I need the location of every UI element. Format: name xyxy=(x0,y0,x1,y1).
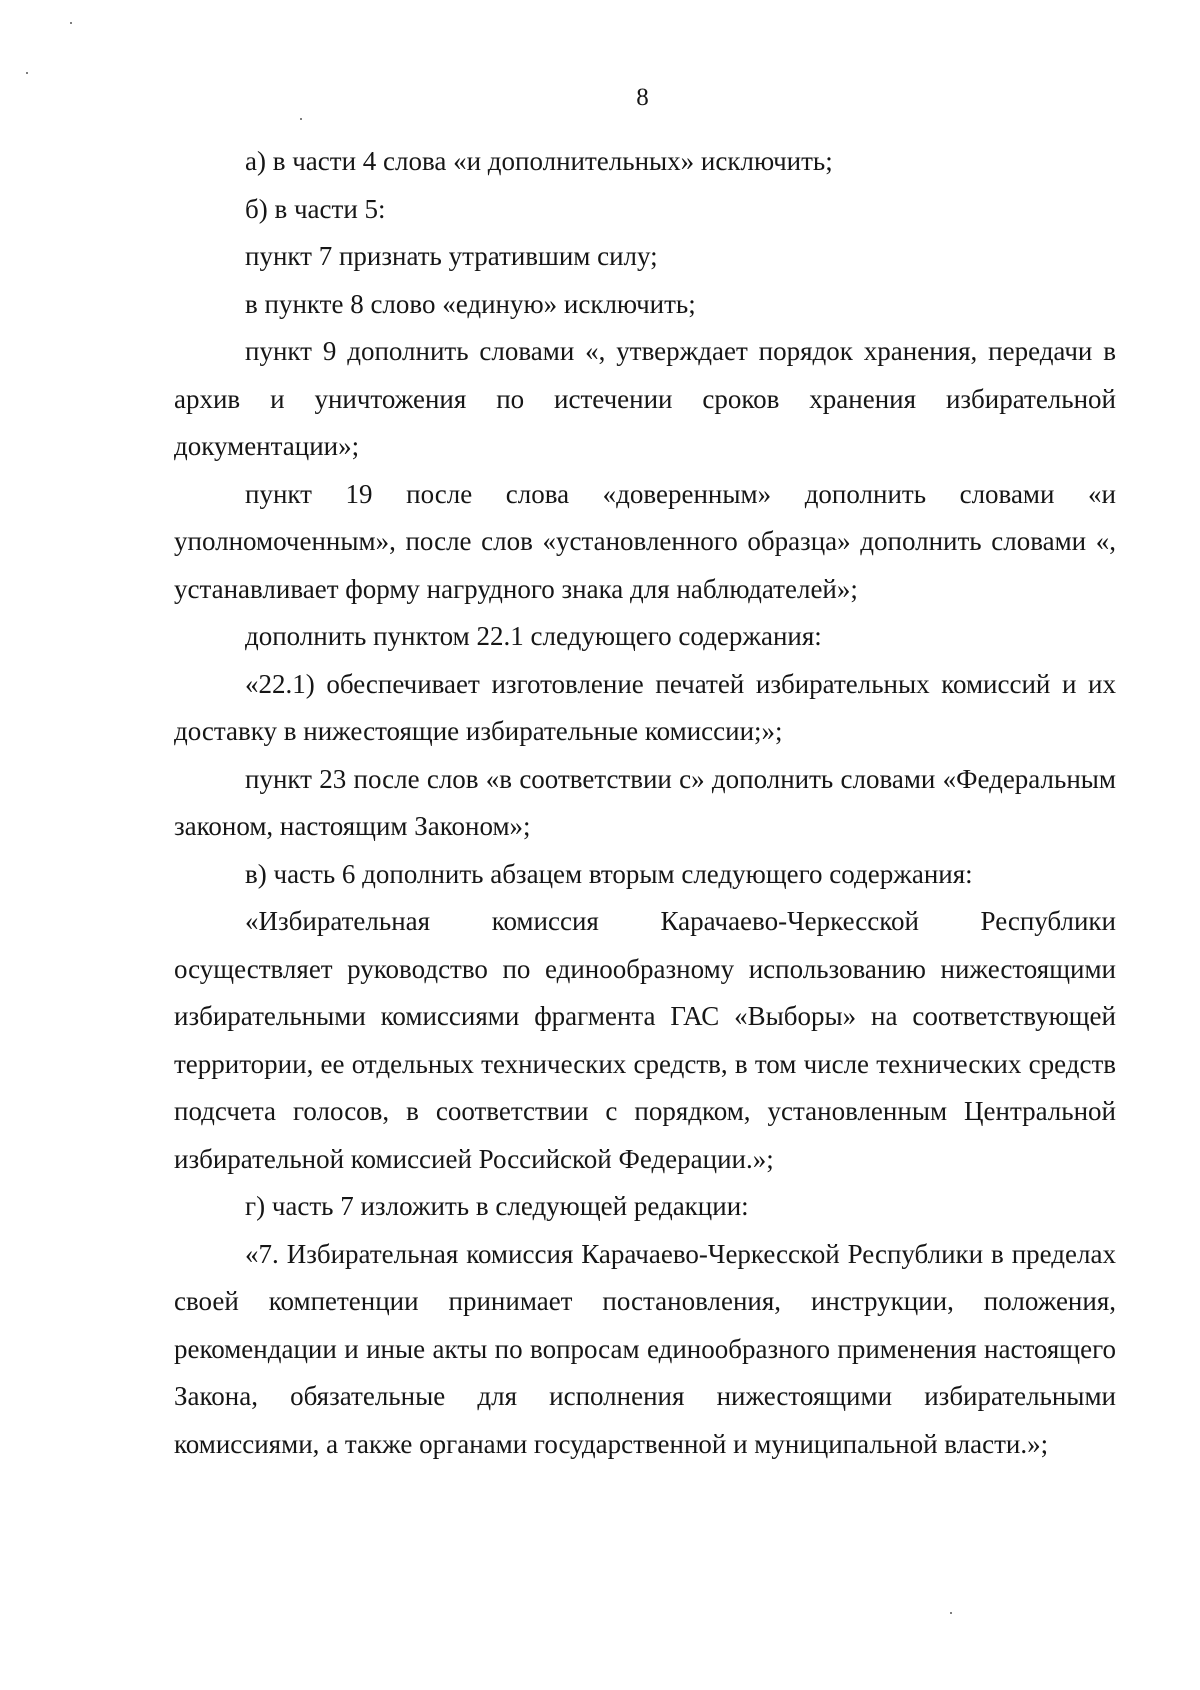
paragraph: а) в части 4 слова «и дополнительных» исключить; xyxy=(245,146,833,176)
paragraph: в) часть 6 дополнить абзацем вторым следующего содержания: xyxy=(245,858,973,889)
scan-speck xyxy=(26,72,28,74)
paragraph: пункт 9 дополнить словами «, утверждает порядок хранения, передачи в архив и уничтожения по истечении сроков хранения избирательной документации»; xyxy=(174,336,1116,461)
paragraph: в пункте 8 слово «единую» исключить; xyxy=(245,288,696,319)
page-number: 8 xyxy=(636,84,649,111)
paragraph: пункт 23 после слов «в соответствии с» дополнить словами «Федеральным законом, настоящим Законом»; xyxy=(174,763,1116,841)
paragraph: «22.1) обеспечивает изготовление печатей избирательных комиссий и их доставку в нижестоящие избирательные комиссии;»; xyxy=(174,668,1116,746)
paragraph: дополнить пунктом 22.1 следующего содержания: xyxy=(245,621,822,651)
paragraph: пункт 7 признать утратившим силу; xyxy=(245,241,658,271)
scan-speck xyxy=(950,1612,952,1614)
document-body xyxy=(174,138,1116,1468)
paragraph: б) в части 5: xyxy=(245,193,386,224)
scan-speck xyxy=(70,22,72,24)
paragraph: «Избирательная комиссия Карачаево-Черкесской Республики осуществляет руководство по единообразному использованию нижестоящими избирательными комиссиями фрагмента ГАС «Выборы» на соответствующей территории, ее отдельных технических средств, в том числе технических средств подсчета голосов, в соответствии с порядком, установленным Центральной избирательной комиссией Российской Федерации.»; xyxy=(174,906,1116,1174)
paragraph: пункт 19 после слова «доверенным» дополнить словами «и уполномоченным», после слов «установленного образца» дополнить словами «, устанавливает форму нагрудного знака для наблюдателей»; xyxy=(174,478,1116,604)
paragraph: «7. Избирательная комиссия Карачаево-Черкесской Республики в пределах своей компетенции принимает постановления, инструкции, положения, рекомендации и иные акты по вопросам единообразного применения настоящего Закона, обязательные для исполнения нижестоящими избирательными комиссиями, а также органами государственной и муниципальной власти.»; xyxy=(174,1238,1116,1459)
scan-speck xyxy=(300,118,302,120)
paragraph: г) часть 7 изложить в следующей редакции: xyxy=(245,1191,749,1221)
